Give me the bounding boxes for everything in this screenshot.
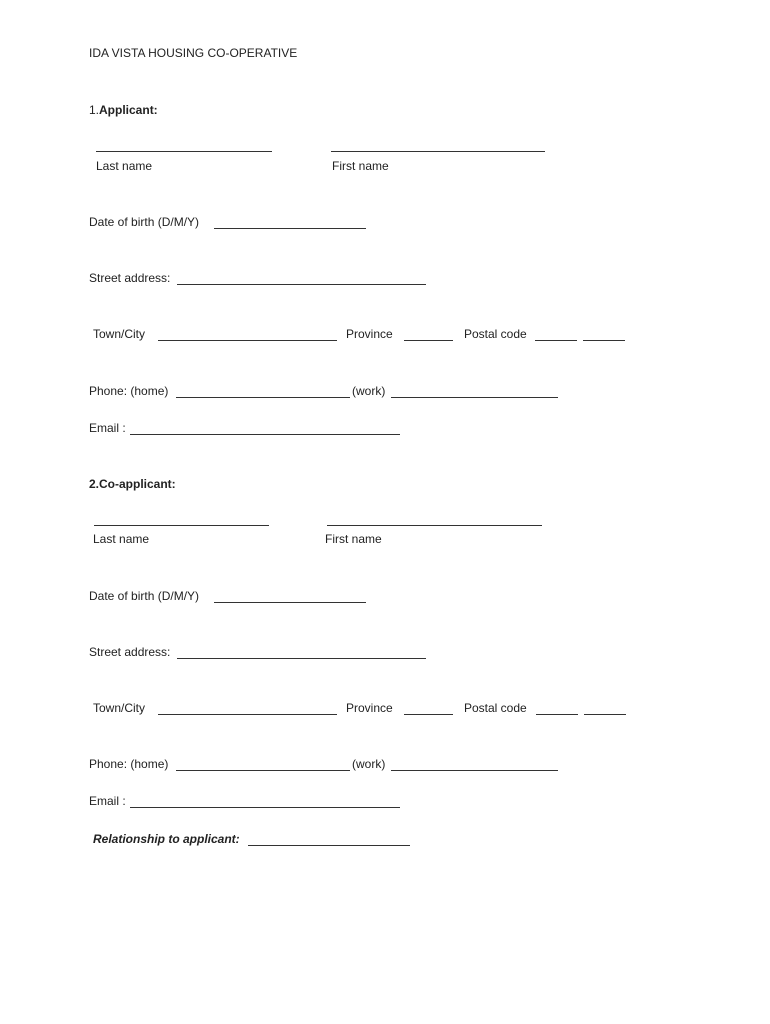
applicant-street-field[interactable]	[177, 284, 426, 285]
co-applicant-dob-label: Date of birth (D/M/Y)	[89, 589, 200, 603]
applicant-heading	[89, 103, 158, 117]
applicant-last-name-label: Last name	[96, 159, 153, 173]
applicant-town-field[interactable]	[158, 340, 337, 341]
co-applicant-street-label: Street address:	[89, 645, 171, 659]
co-applicant-phone-work-label: (work)	[352, 757, 386, 771]
applicant-phone-home-label: Phone: (home)	[89, 384, 169, 398]
applicant-last-name-field[interactable]	[96, 151, 272, 152]
co-applicant-province-field[interactable]	[404, 714, 453, 715]
co-applicant-dob-field[interactable]	[214, 602, 366, 603]
applicant-province-field[interactable]	[404, 340, 453, 341]
co-applicant-phone-home-field[interactable]	[176, 770, 350, 771]
applicant-province-label: Province	[346, 327, 393, 341]
co-applicant-first-name-label: First name	[325, 532, 382, 546]
co-applicant-phone-home-label: Phone: (home)	[89, 757, 169, 771]
applicant-heading-number: 1.	[89, 103, 100, 117]
applicant-dob-label: Date of birth (D/M/Y)	[89, 215, 200, 229]
co-applicant-email-field[interactable]	[130, 807, 400, 808]
applicant-town-label: Town/City	[93, 327, 146, 341]
applicant-postal-field-1[interactable]	[535, 340, 577, 341]
applicant-dob-field[interactable]	[214, 228, 366, 229]
applicant-phone-work-label: (work)	[352, 384, 386, 398]
co-applicant-last-name-field[interactable]	[94, 525, 269, 526]
co-applicant-last-name-label: Last name	[93, 532, 150, 546]
co-applicant-heading: 2.Co-applicant:	[89, 477, 176, 491]
co-applicant-street-field[interactable]	[177, 658, 426, 659]
co-applicant-phone-work-field[interactable]	[391, 770, 558, 771]
co-applicant-postal-field-2[interactable]	[584, 714, 626, 715]
document-title: IDA VISTA HOUSING CO-OPERATIVE	[89, 46, 298, 60]
applicant-first-name-field[interactable]	[331, 151, 545, 152]
applicant-phone-work-field[interactable]	[391, 397, 558, 398]
applicant-postal-field-2[interactable]	[583, 340, 625, 341]
co-applicant-town-label: Town/City	[93, 701, 146, 715]
co-applicant-postal-label: Postal code	[464, 701, 527, 715]
relationship-field[interactable]	[248, 845, 410, 846]
co-applicant-postal-field-1[interactable]	[536, 714, 578, 715]
co-applicant-town-field[interactable]	[158, 714, 337, 715]
applicant-email-field[interactable]	[130, 434, 400, 435]
co-applicant-province-label: Province	[346, 701, 393, 715]
applicant-phone-home-field[interactable]	[176, 397, 350, 398]
co-applicant-email-label: Email :	[89, 794, 126, 808]
applicant-heading-label: Applicant:	[99, 103, 158, 117]
relationship-label: Relationship to applicant:	[93, 832, 240, 846]
applicant-email-label: Email :	[89, 421, 126, 435]
applicant-postal-label: Postal code	[464, 327, 527, 341]
co-applicant-first-name-field[interactable]	[327, 525, 542, 526]
applicant-first-name-label: First name	[332, 159, 389, 173]
applicant-street-label: Street address:	[89, 271, 171, 285]
